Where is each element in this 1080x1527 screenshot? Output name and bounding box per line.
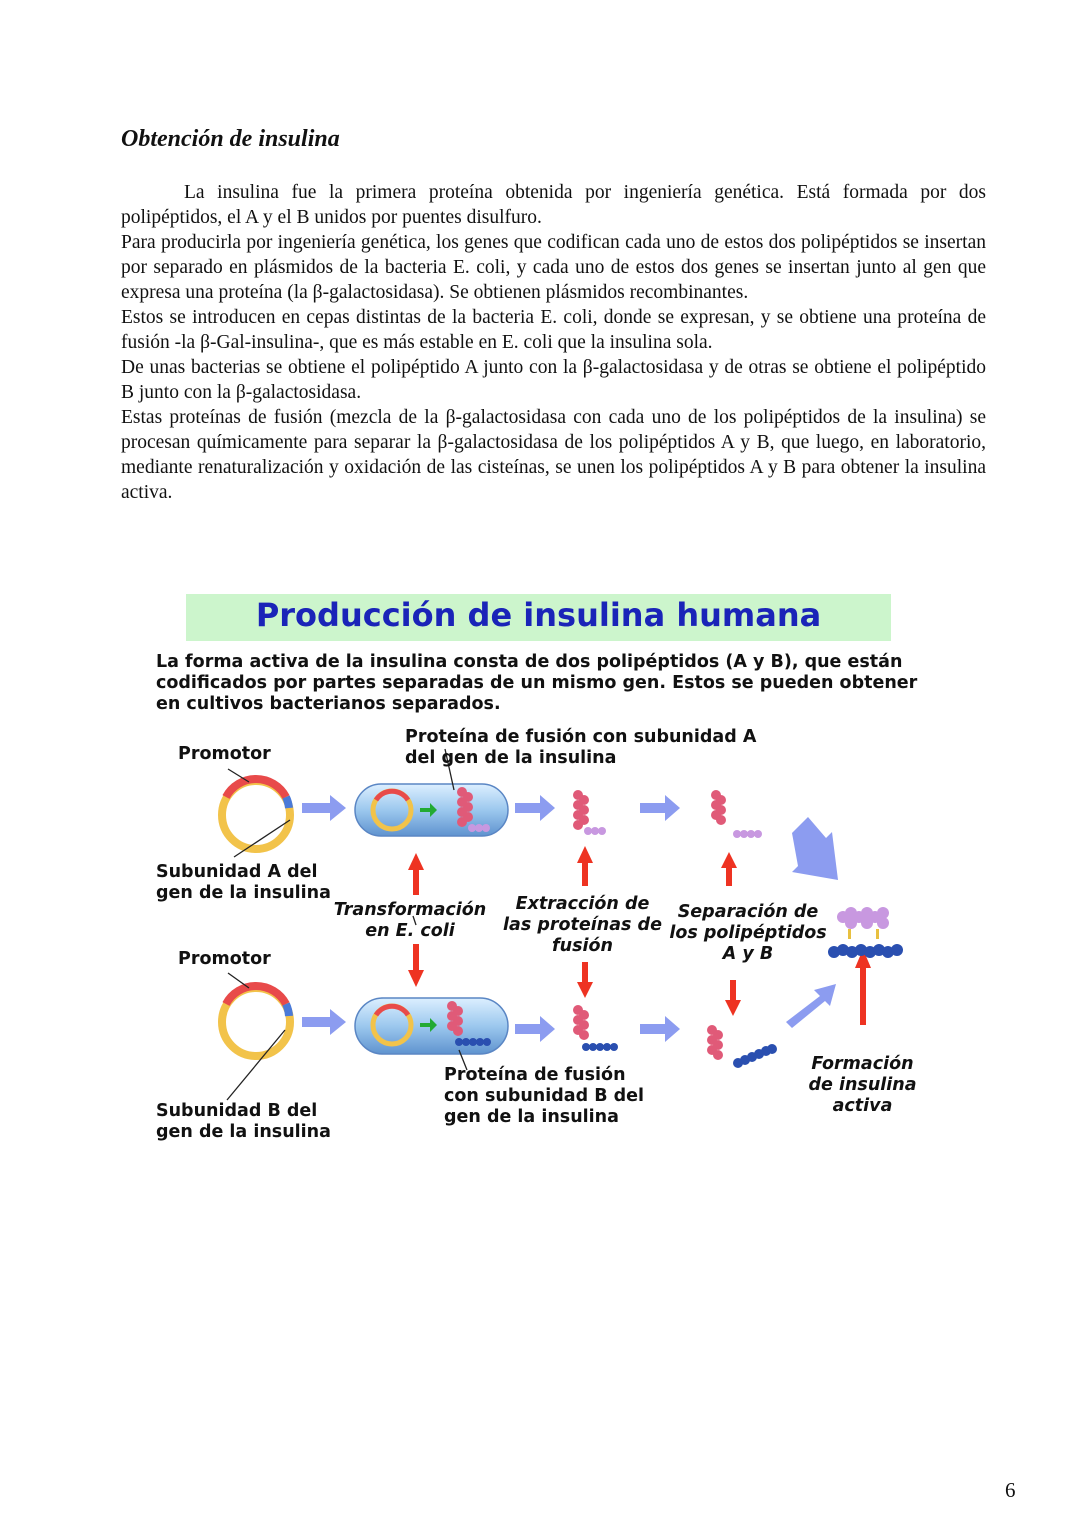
transform-label-line1: Transformación [333,900,487,920]
arrow-icon [515,1016,555,1042]
plasmid-a-icon [222,769,290,857]
fusion-protein-b-icon [573,1005,618,1051]
subunit-a-label-line1: Subunidad A del [156,862,318,882]
subunit-b-label-line1: Subunidad B del [156,1101,318,1121]
promotor-label-top: Promotor [178,744,271,764]
arrow-icon [640,1016,680,1042]
paragraph-3: Estos se introducen en cepas distintas de la bacteria E. coli, donde se expresan, y se obtiene una proteína de fusión -la β-Gal-insulina-, que es más estable en E. coli que la insulina sola. [121,307,986,353]
separate-label-line2: los polipéptidos [669,923,827,943]
extract-label-line2: las proteínas de [503,915,662,935]
fusion-a-label-line2: del gen de la insulina [405,748,617,768]
arrow-icon [792,817,838,880]
paragraph-5: Estas proteínas de fusión (mezcla de la β-galactosidasa con cada uno de los polipéptidos de la insulina) se procesan químicamente para separar la β-galactosidasa de los polipéptidos A y B, que luego, en laboratorio, mediante renaturalización y oxidación de las cisteínas, se unen los polipéptidos A y B para obtener la insulina activa. [121,407,986,503]
transform-label-line2: en E. coli [365,921,455,941]
promotor-label-bottom: Promotor [178,949,271,969]
arrow-icon [640,795,680,821]
page-number: 6 [1005,1478,1016,1502]
active-insulin-icon [828,907,903,958]
separate-label-line3: A y B [722,944,774,964]
extract-label-line3: fusión [552,936,613,956]
arrow-icon [302,795,346,821]
polypeptide-a-icon [711,790,762,838]
section-title: Obtención de insulina [121,126,340,152]
bacterium-a-icon [355,784,508,836]
polypeptide-b-icon [707,1025,777,1068]
arrow-icon [515,795,555,821]
figure-title: Producción de insulina humana [255,596,822,634]
arrow-icon [786,984,836,1028]
extract-label-line1: Extracción de [515,894,650,914]
fusion-b-label-line3: gen de la insulina [444,1107,619,1127]
plasmid-b-icon [222,973,290,1100]
bacterium-b-icon [355,998,508,1054]
paragraph-4: De unas bacterias se obtiene el polipéptido A junto con la β-galactosidasa y de otras se obtiene el polipéptido B junto con la β-galactosidasa. [121,357,986,403]
fusion-b-label-line2: con subunidad B del [444,1086,645,1106]
figure-intro: La forma activa de la insulina consta de dos polipéptidos (A y B), que están codificados por partes separadas de un mismo gen. Estos se pueden obtener en cultivos bacterianos separados. [156,652,918,714]
paragraph-2: Para producirla por ingeniería genética, los genes que codifican cada uno de estos dos polipéptidos se insertan por separado en plásmidos de la bacteria E. coli, y cada uno de estos dos genes se insertan junto al gen que expresa una proteína (la β-galactosidasa). Se obtienen plásmidos recombinantes. [121,232,986,303]
formation-label-line3: activa [832,1096,893,1116]
fusion-protein-a-icon [573,790,606,835]
subunit-a-label-line2: gen de la insulina [156,883,331,903]
subunit-b-label-line2: gen de la insulina [156,1122,331,1142]
formation-label-line2: de insulina [808,1075,917,1095]
formation-label-line1: Formación [811,1054,914,1074]
fusion-b-label-line1: Proteína de fusión [444,1065,626,1085]
paragraph-1: La insulina fue la primera proteína obtenida por ingeniería genética. Está formada por dos polipéptidos, el A y el B unidos por puentes disulfuro. [121,182,986,228]
separate-label-line1: Separación de [677,902,819,922]
arrow-icon [302,1009,346,1035]
fusion-a-label-line1: Proteína de fusión con subunidad A [405,727,757,747]
